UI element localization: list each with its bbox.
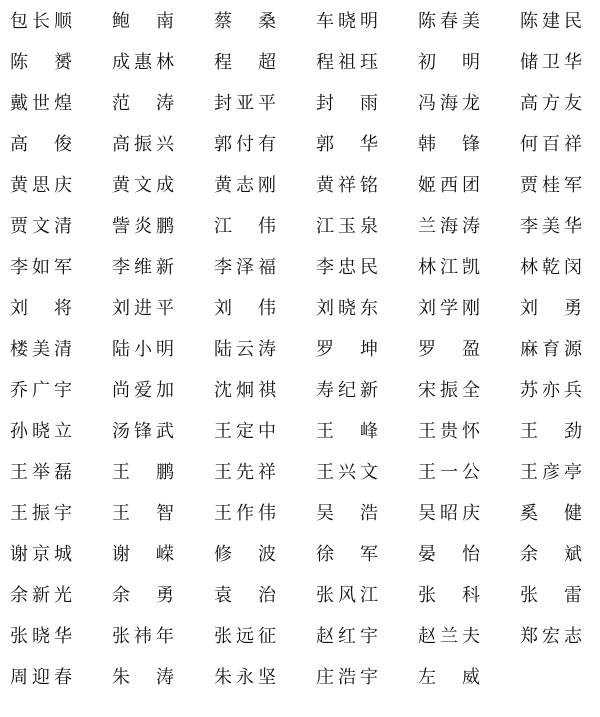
name-entry: 乔 广 宇 <box>10 380 72 401</box>
name-list <box>10 11 600 708</box>
name-entry: 沈 炯 祺 <box>214 380 276 401</box>
name-entry: 朱 涛 <box>112 667 174 688</box>
name-entry: 余 新 光 <box>10 585 72 606</box>
name-entry: 郑 宏 志 <box>520 626 582 647</box>
name-entry: 储 卫 华 <box>520 52 582 73</box>
name-entry: 封 亚 平 <box>214 93 276 114</box>
name-entry: 贾 文 清 <box>10 216 72 237</box>
name-entry: 吴 浩 <box>316 503 378 524</box>
name-entry: 江 玉 泉 <box>316 216 378 237</box>
name-entry: 谢 嵘 <box>112 544 174 565</box>
name-entry: 程 祖 珏 <box>316 52 378 73</box>
name-entry: 谢 京 城 <box>10 544 72 565</box>
name-entry: 张 远 征 <box>214 626 276 647</box>
name-entry: 陆 小 明 <box>112 339 174 360</box>
name-entry: 高 振 兴 <box>112 134 174 155</box>
name-entry: 李 维 新 <box>112 257 174 278</box>
name-entry: 王 鹏 <box>112 462 174 483</box>
name-entry: 高 方 友 <box>520 93 582 114</box>
name-entry: 刘 将 <box>10 298 72 319</box>
name-entry: 陆 云 涛 <box>214 339 276 360</box>
name-entry: 楼 美 清 <box>10 339 72 360</box>
name-entry: 陈 春 美 <box>418 11 480 32</box>
name-entry: 陈 赟 <box>10 52 72 73</box>
name-entry: 戴 世 煌 <box>10 93 72 114</box>
name-entry: 王 振 宇 <box>10 503 72 524</box>
name-entry: 张 科 <box>418 585 480 606</box>
name-entry: 韩 锋 <box>418 134 480 155</box>
name-entry: 麻 育 源 <box>520 339 582 360</box>
name-entry: 修 波 <box>214 544 276 565</box>
name-entry: 蔡 桑 <box>214 11 276 32</box>
name-entry: 封 雨 <box>316 93 378 114</box>
name-entry: 高 俊 <box>10 134 72 155</box>
name-entry: 王 定 中 <box>214 421 276 442</box>
name-entry: 陈 建 民 <box>520 11 582 32</box>
name-entry: 程 超 <box>214 52 276 73</box>
name-entry: 王 智 <box>112 503 174 524</box>
name-entry: 贾 桂 军 <box>520 175 582 196</box>
name-entry: 刘 伟 <box>214 298 276 319</box>
name-entry: 余 斌 <box>520 544 582 565</box>
name-entry: 王 一 公 <box>418 462 480 483</box>
name-entry: 罗 坤 <box>316 339 378 360</box>
name-entry: 王 贵 怀 <box>418 421 480 442</box>
name-entry: 晏 怡 <box>418 544 480 565</box>
name-entry: 李 泽 福 <box>214 257 276 278</box>
name-entry: 黄 文 成 <box>112 175 174 196</box>
name-entry: 范 涛 <box>112 93 174 114</box>
name-entry: 赵 红 宇 <box>316 626 378 647</box>
name-entry: 张 晓 华 <box>10 626 72 647</box>
name-entry: 王 彦 亭 <box>520 462 582 483</box>
name-entry: 冯 海 龙 <box>418 93 480 114</box>
name-entry: 张 祎 年 <box>112 626 174 647</box>
name-entry: 朱 永 坚 <box>214 667 276 688</box>
name-entry: 刘 学 刚 <box>418 298 480 319</box>
name-entry: 林 乾 闵 <box>520 257 582 278</box>
name-entry: 王 举 磊 <box>10 462 72 483</box>
name-entry: 王 峰 <box>316 421 378 442</box>
name-entry: 郭 付 有 <box>214 134 276 155</box>
name-entry: 罗 盈 <box>418 339 480 360</box>
name-entry: 刘 进 平 <box>112 298 174 319</box>
name-entry: 周 迎 春 <box>10 667 72 688</box>
name-entry: 黄 思 庆 <box>10 175 72 196</box>
name-entry: 兰 海 涛 <box>418 216 480 237</box>
name-entry: 王 劲 <box>520 421 582 442</box>
name-entry: 李 忠 民 <box>316 257 378 278</box>
name-entry: 张 风 江 <box>316 585 378 606</box>
name-entry: 黄 祥 铭 <box>316 175 378 196</box>
name-entry: 张 雷 <box>520 585 582 606</box>
name-entry: 车 晓 明 <box>316 11 378 32</box>
name-entry: 王 作 伟 <box>214 503 276 524</box>
name-entry: 宋 振 全 <box>418 380 480 401</box>
name-entry: 尚 爱 加 <box>112 380 174 401</box>
name-entry: 郭 华 <box>316 134 378 155</box>
name-entry: 余 勇 <box>112 585 174 606</box>
name-entry: 訾 炎 鹏 <box>112 216 174 237</box>
name-entry: 何 百 祥 <box>520 134 582 155</box>
name-entry: 寿 纪 新 <box>316 380 378 401</box>
name-entry: 汤 锋 武 <box>112 421 174 442</box>
name-entry: 赵 兰 夫 <box>418 626 480 647</box>
name-entry: 李 美 华 <box>520 216 582 237</box>
name-entry: 袁 治 <box>214 585 276 606</box>
name-entry: 吴 昭 庆 <box>418 503 480 524</box>
name-entry: 徐 军 <box>316 544 378 565</box>
name-entry: 刘 晓 东 <box>316 298 378 319</box>
name-entry: 成 惠 林 <box>112 52 174 73</box>
name-entry: 鲍 南 <box>112 11 174 32</box>
name-entry: 王 兴 文 <box>316 462 378 483</box>
name-entry: 奚 健 <box>520 503 582 524</box>
name-entry: 左 威 <box>418 667 480 688</box>
name-entry: 李 如 军 <box>10 257 72 278</box>
name-entry: 孙 晓 立 <box>10 421 72 442</box>
name-entry: 初 明 <box>418 52 480 73</box>
name-entry: 林 江 凯 <box>418 257 480 278</box>
name-entry: 王 先 祥 <box>214 462 276 483</box>
name-entry: 江 伟 <box>214 216 276 237</box>
name-entry: 苏 亦 兵 <box>520 380 582 401</box>
name-entry: 庄 浩 宇 <box>316 667 378 688</box>
name-entry: 包 长 顺 <box>10 11 72 32</box>
name-entry: 黄 志 刚 <box>214 175 276 196</box>
name-entry: 姬 西 团 <box>418 175 480 196</box>
name-entry: 刘 勇 <box>520 298 582 319</box>
